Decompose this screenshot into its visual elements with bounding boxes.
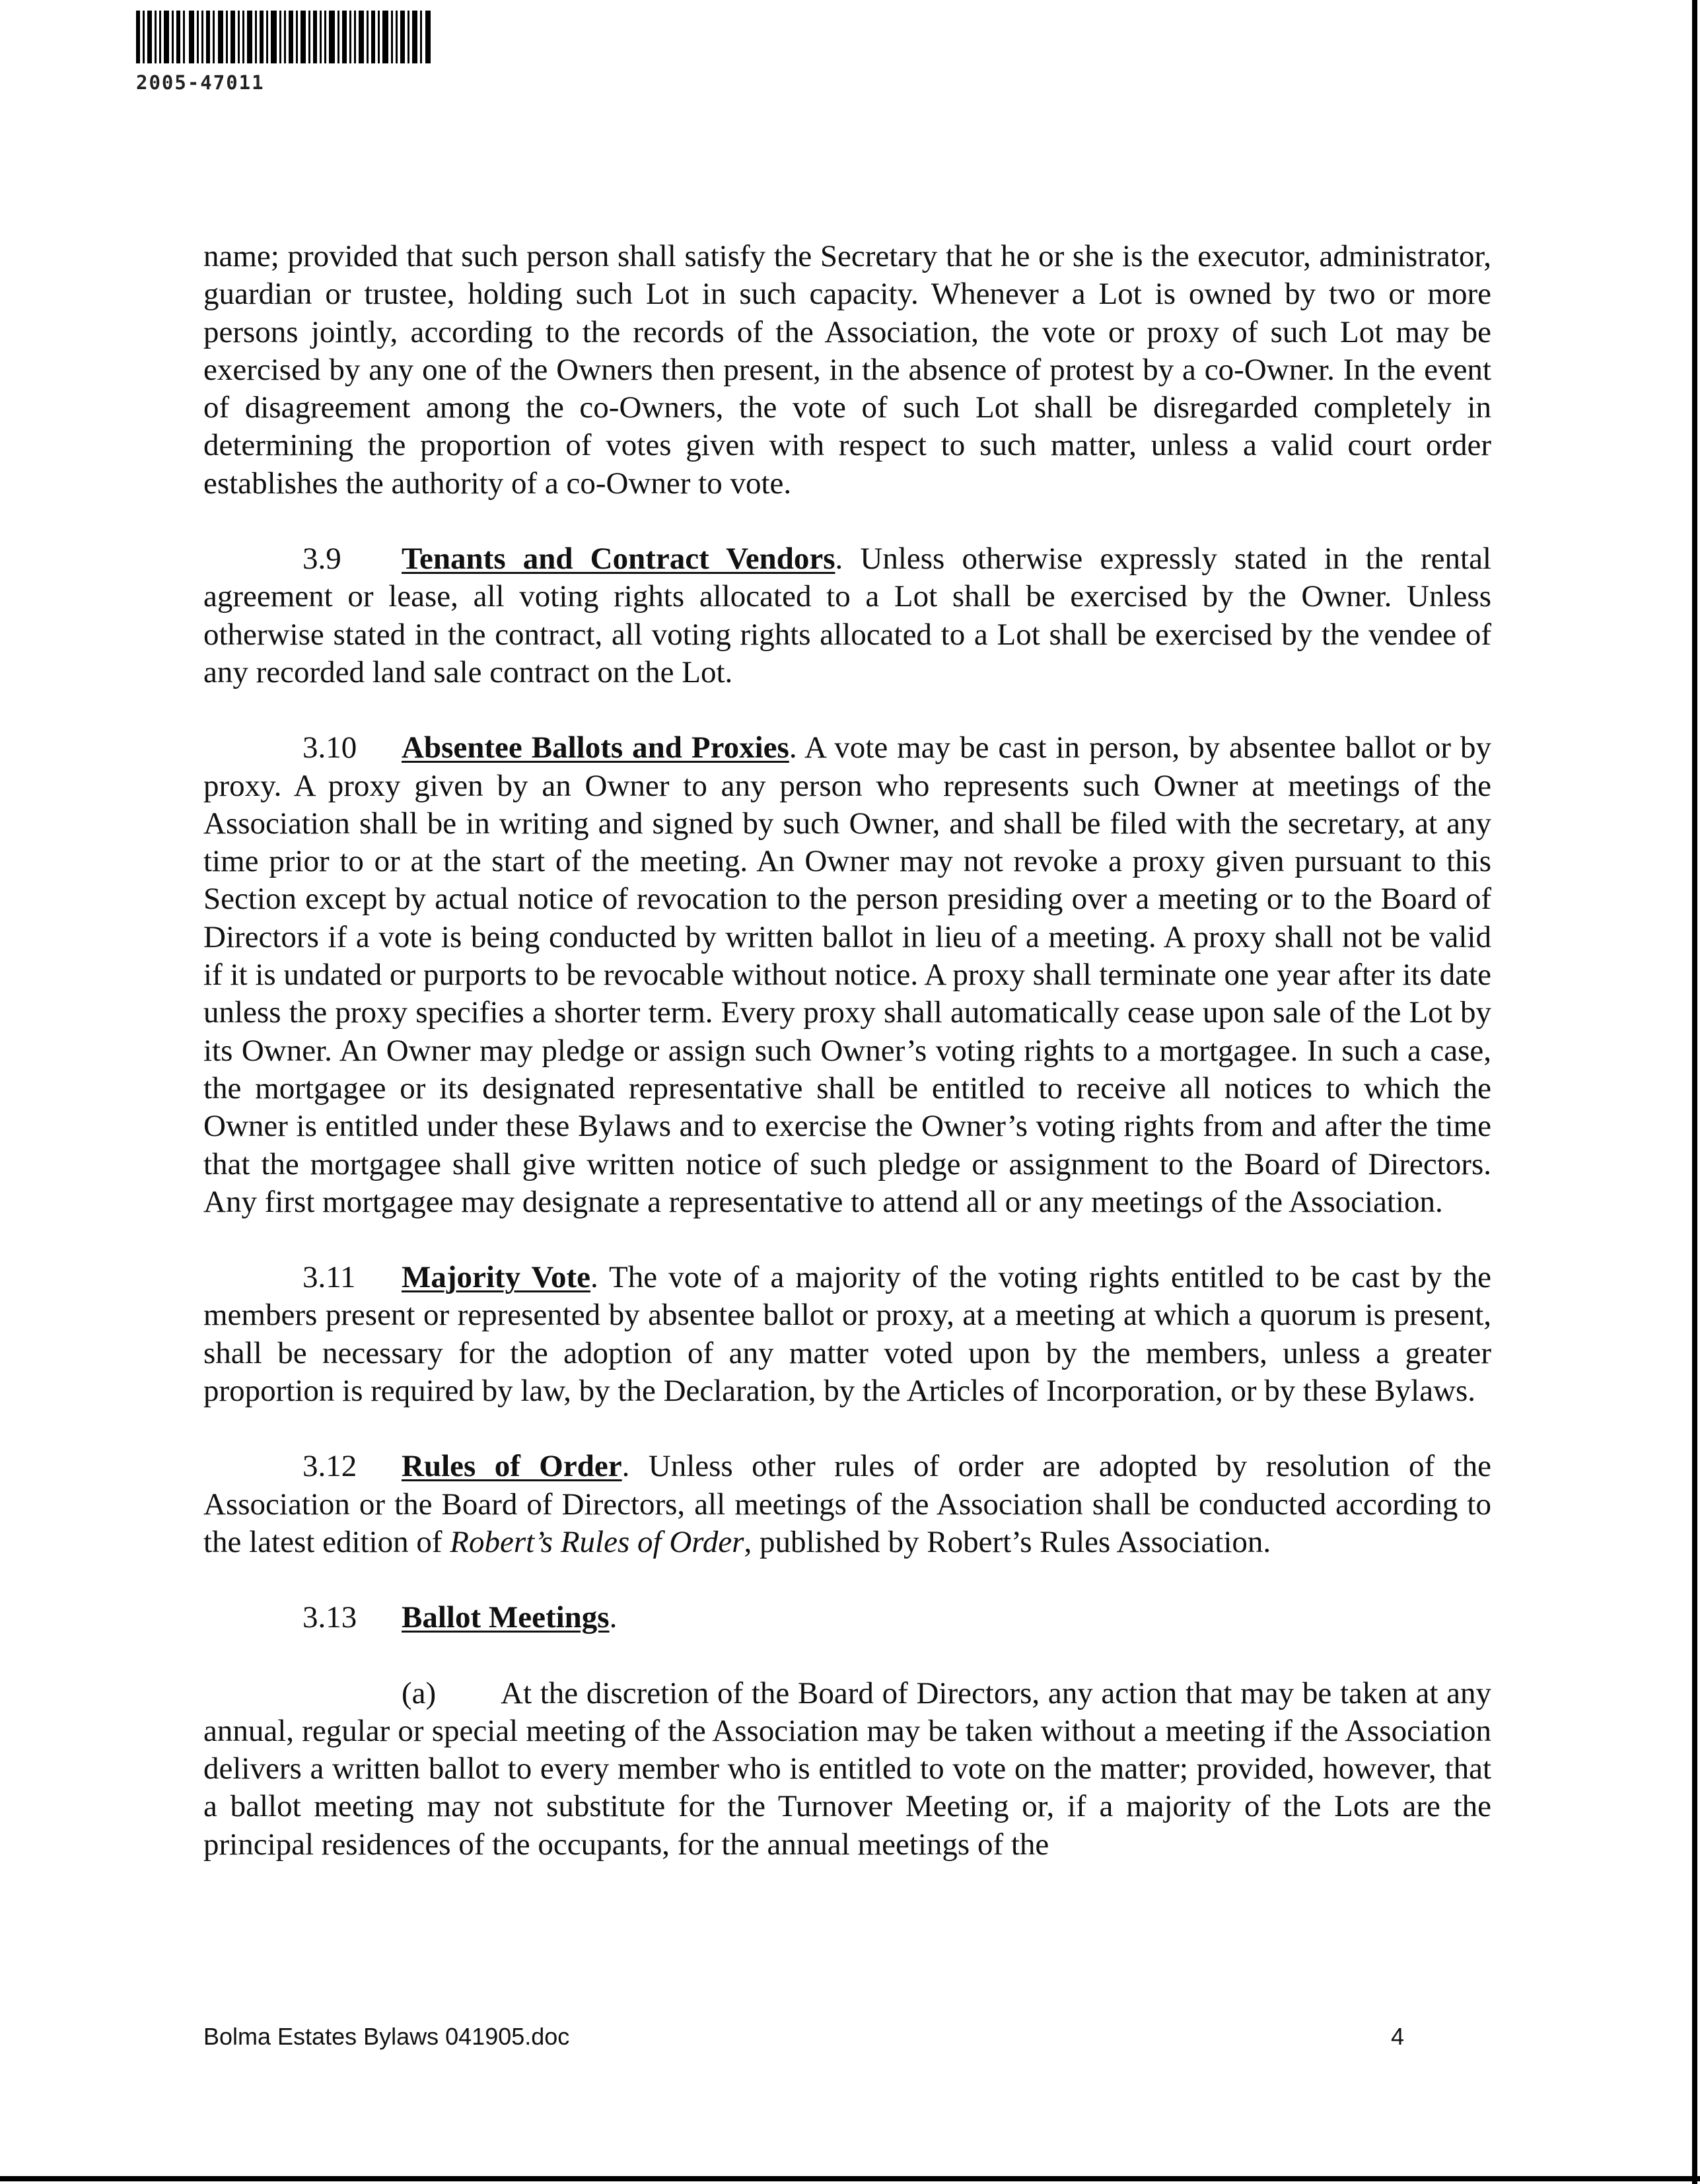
section-number: 3.12 [302, 1449, 357, 1484]
section-heading: Rules of Order [402, 1449, 622, 1484]
section-text: . Unless otherwise expressly stated in the rental agreement or lease, all voting rights allocated to a Lot shall be exercised by the Owner. Unless otherwise stated in the contract, all voting rights allocated to a Lot shall be exercised by the vendee of any recorded land sale contract on the Lot. [203, 542, 1491, 689]
barcode-image [136, 11, 431, 63]
section-heading: Ballot Meetings [402, 1600, 610, 1635]
section-number: 3.11 [302, 1260, 356, 1295]
section-text: . A vote may be cast in person, by absentee ballot or by proxy. A proxy given by an Owner to any person who represents such Owner at meetings of the Association shall be in writing and signed by such Owner, and shall be filed with the secretary, at any time prior to or at the start of the meeting. An Owner may not revoke a proxy given pursuant to this Section except by actual notice of revocation to the person presiding over a meeting or to the Board of Directors if a vote is being conducted by written ballot in lieu of a meeting. A proxy shall not be valid if it is undated or purports to be revocable without notice. A proxy shall terminate one year after its date unless the proxy specifies a shorter term. Every proxy shall automatically cease upon sale of the Lot by its Owner. An Owner may pledge or assign such Owner’s voting rights to a mortgagee. In such a case, the mortgagee or its designated representative shall be entitled to receive all notices to which the Owner is entitled under these Bylaws and to exercise the Owner’s voting rights from and after the time that the mortgagee shall give written notice of such pledge or assignment to the Board of Directors. Any first mortgagee may designate a representative to attend all or any meetings of the Association. [203, 730, 1491, 1219]
paragraph-text: name; provided that such person shall satisfy the Secretary that he or she is the executor, administrator, guardian or trustee, holding such Lot in such capacity. Whenever a Lot is owned by two or more persons jointly, according to the records of the Association, the vote or proxy of such Lot may be exercised by any one of the Owners then present, in the absence of protest by a co-Owner. In the event of disagreement among the co-Owners, the vote of such Lot shall be disregarded completely in determining the proportion of votes given with respect to such matter, unless a valid court order establishes the authority of a co-Owner to vote. [203, 239, 1491, 501]
subsection-label: (a) [402, 1675, 437, 1710]
section-heading: Tenants and Contract Vendors [402, 542, 835, 577]
section-3-9 [203, 540, 1491, 691]
page-edge-bottom [0, 2176, 1700, 2181]
section-number: 3.13 [302, 1600, 357, 1635]
section-number: 3.10 [302, 730, 357, 765]
section-heading: Absentee Ballots and Proxies [402, 730, 789, 765]
section-heading: Majority Vote [402, 1260, 590, 1295]
subsection-text: At the discretion of the Board of Directors, any action that may be taken at any annual, regular or special meeting of the Association may be taken without a meeting if the Association delivers a written ballot to every member who is entitled to vote on the matter; provided, however, that a ballot meeting may not substitute for the Turnover Meeting or, if a majority of the Lots are the principal residences of the occupants, for the annual meetings of the [203, 1675, 1491, 1862]
subsection-a [203, 1675, 1491, 1864]
heading-period: . [609, 1600, 618, 1635]
document-number: 2005-47011 [136, 71, 265, 94]
section-number: 3.9 [302, 542, 341, 577]
section-text-end: , published by Robert’s Rules Association. [744, 1524, 1271, 1559]
page-number: 4 [1391, 2023, 1405, 2050]
book-title: Robert’s Rules of Order [450, 1524, 744, 1559]
paragraph-continuation [203, 238, 1491, 503]
section-3-10 [203, 729, 1491, 1221]
section-text: . The vote of a majority of the voting rights entitled to be cast by the members present or represented by absentee ballot or proxy, at a meeting at which a quorum is present, shall be necessary for the adoption of any matter voted upon by the members, unless a greater proportion is required by law, by the Declaration, by the Articles of Incorporation, or by these Bylaws. [203, 1260, 1491, 1409]
section-3-12 [203, 1448, 1491, 1561]
section-3-13 [203, 1599, 1491, 1637]
document-body [203, 238, 1491, 1901]
page-edge-right [1692, 0, 1697, 2184]
section-text: . Unless other rules of order are adopted by resolution of the Association or the Board of Directors, all meetings of the Association shall be conducted according to the latest edition of [203, 1449, 1491, 1559]
footer-filename: Bolma Estates Bylaws 041905.doc [203, 2023, 570, 2050]
section-3-11 [203, 1259, 1491, 1410]
